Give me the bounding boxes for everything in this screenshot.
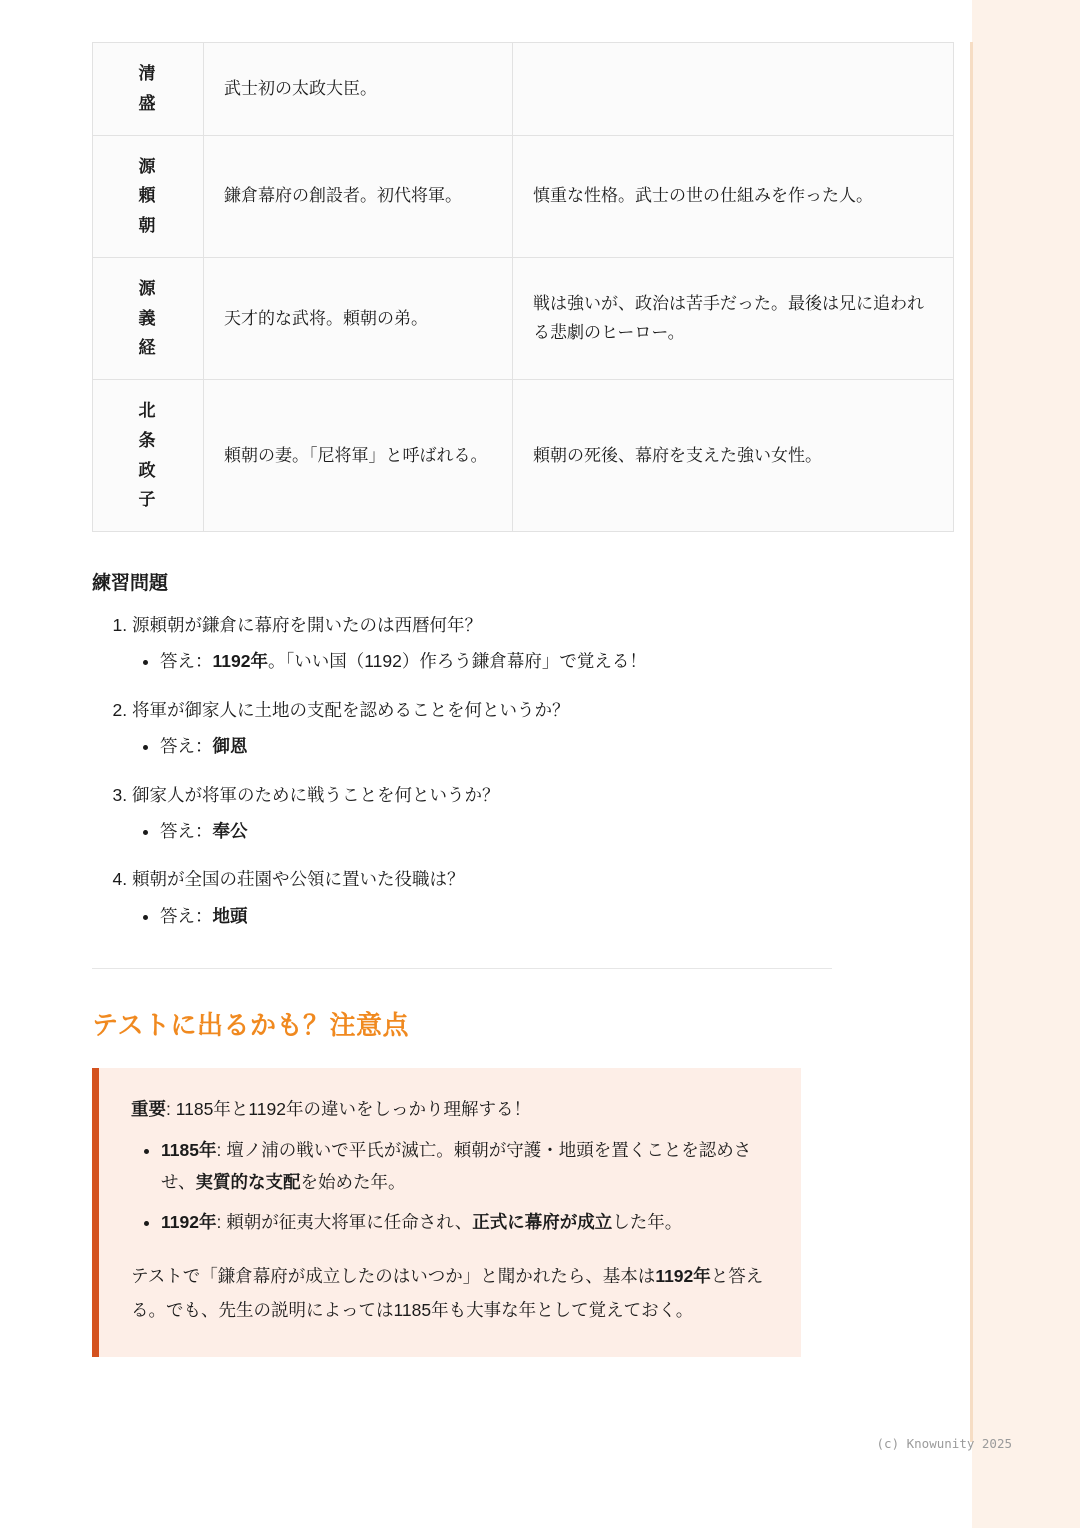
list-item bbox=[161, 1134, 771, 1199]
table-row bbox=[93, 43, 954, 136]
answer-rest: 。「いい国（1192）作ろう鎌倉幕府」で覚える！ bbox=[267, 651, 647, 672]
copyright-notice: (c) Knowunity 2025 bbox=[876, 1436, 1012, 1451]
tail-text-after: と答える。でも、先生の説明によっては1185年も大事な年として覚えておく。 bbox=[131, 1265, 764, 1320]
bullet-text-after: を始めた年。 bbox=[300, 1171, 406, 1192]
question-text: 源頼朝が鎌倉に幕府を開いたのは西暦何年？ bbox=[132, 615, 482, 635]
name-char: 政 bbox=[138, 460, 158, 480]
name-char: 子 bbox=[138, 490, 158, 510]
list-item bbox=[132, 863, 832, 932]
bullet-text-before: : 壇ノ浦の戦いで平氏が滅亡。頼朝が守護・地頭を置くことを認めさせ、 bbox=[161, 1139, 752, 1192]
list-item bbox=[160, 815, 832, 847]
answer-highlight: 奉公 bbox=[212, 820, 248, 841]
answer-highlight: 御恩 bbox=[212, 736, 248, 757]
name-char: 朝 bbox=[138, 216, 158, 235]
page-right-divider-line bbox=[970, 42, 973, 1442]
table-cell-note: 頼朝の死後、幕府を支えた強い女性。 bbox=[513, 380, 954, 532]
name-char: 北 bbox=[138, 401, 158, 420]
table-cell-description: 武士初の太政大臣。 bbox=[204, 43, 513, 136]
table-row bbox=[93, 380, 954, 532]
answer-list bbox=[132, 645, 832, 677]
answer-prefix: 答え： bbox=[160, 736, 213, 757]
table-cell-name bbox=[93, 257, 204, 379]
list-item bbox=[160, 900, 832, 932]
list-item bbox=[160, 730, 832, 762]
table-row bbox=[93, 257, 954, 379]
tail-emphasis: 1192年 bbox=[655, 1265, 711, 1286]
bullet-text-before: : 頼朝が征夷大将軍に任命され、 bbox=[216, 1212, 473, 1233]
practice-section-title: 練習問題 bbox=[92, 573, 169, 594]
table-cell-note bbox=[513, 43, 954, 136]
warning-section-title: テストに出るかも？注意点 bbox=[92, 1010, 409, 1040]
table-row bbox=[93, 135, 954, 257]
practice-question-list bbox=[92, 609, 832, 932]
table-cell-name bbox=[93, 135, 204, 257]
name-char: 頼 bbox=[138, 186, 158, 206]
answer-list bbox=[132, 900, 832, 932]
list-item bbox=[161, 1206, 771, 1238]
callout-lead-label: 重要 bbox=[131, 1099, 166, 1119]
bullet-emphasis: 正式に幕府が成立 bbox=[472, 1212, 613, 1233]
bullet-emphasis: 実質的な支配 bbox=[195, 1171, 301, 1192]
table-cell-note: 戦は強いが、政治は苦手だった。最後は兄に追われる悲劇のヒーロー。 bbox=[513, 257, 954, 379]
name-char: 義 bbox=[138, 308, 158, 328]
bullet-text-after: した年。 bbox=[612, 1212, 683, 1233]
answer-list bbox=[132, 730, 832, 762]
table-cell-note: 慎重な性格。武士の世の仕組みを作った人。 bbox=[513, 135, 954, 257]
document-content bbox=[92, 0, 924, 1357]
table-cell-description: 鎌倉幕府の創設者。初代将軍。 bbox=[204, 135, 513, 257]
answer-highlight: 1192年 bbox=[212, 651, 268, 672]
list-item bbox=[132, 694, 832, 763]
question-text: 頼朝が全国の荘園や公領に置いた役職は？ bbox=[132, 869, 465, 890]
answer-prefix: 答え： bbox=[160, 820, 213, 841]
name-char: 源 bbox=[138, 156, 158, 176]
table-cell-description: 天才的な武将。頼朝の弟。 bbox=[204, 257, 513, 379]
name-char: 盛 bbox=[138, 93, 158, 113]
section-divider bbox=[92, 968, 832, 969]
answer-prefix: 答え： bbox=[160, 905, 213, 926]
table-cell-description: 頼朝の妻。「尼将軍」と呼ばれる。 bbox=[204, 380, 513, 532]
historical-figures-table bbox=[92, 42, 954, 532]
question-text: 将軍が御家人に土地の支配を認めることを何というか？ bbox=[132, 699, 570, 720]
answer-list bbox=[132, 815, 832, 847]
name-char: 源 bbox=[138, 278, 158, 298]
table-cell-name bbox=[93, 380, 204, 532]
answer-prefix: 答え： bbox=[160, 651, 213, 672]
table-cell-name bbox=[93, 43, 204, 136]
tail-text-before: テストで「鎌倉幕府が成立したのはいつか」と聞かれたら、基本は bbox=[131, 1265, 656, 1286]
name-char: 清 bbox=[138, 64, 158, 83]
answer-highlight: 地頭 bbox=[212, 905, 248, 926]
bullet-year: 1192年 bbox=[161, 1212, 217, 1233]
name-char: 条 bbox=[138, 430, 158, 450]
callout-lead-text: : 1185年と1192年の違いをしっかり理解する！ bbox=[166, 1099, 531, 1119]
name-char: 経 bbox=[138, 338, 158, 358]
bullet-year: 1185年 bbox=[161, 1139, 217, 1160]
page-right-decorative-strip bbox=[972, 0, 1080, 1528]
list-item bbox=[132, 609, 832, 678]
callout-tail bbox=[131, 1259, 771, 1327]
important-callout bbox=[92, 1068, 801, 1357]
callout-lead bbox=[131, 1094, 771, 1126]
list-item bbox=[160, 645, 832, 677]
question-text: 御家人が将軍のために戦うことを何というか？ bbox=[132, 784, 500, 805]
callout-bullet-list bbox=[131, 1134, 771, 1239]
list-item bbox=[132, 779, 832, 848]
